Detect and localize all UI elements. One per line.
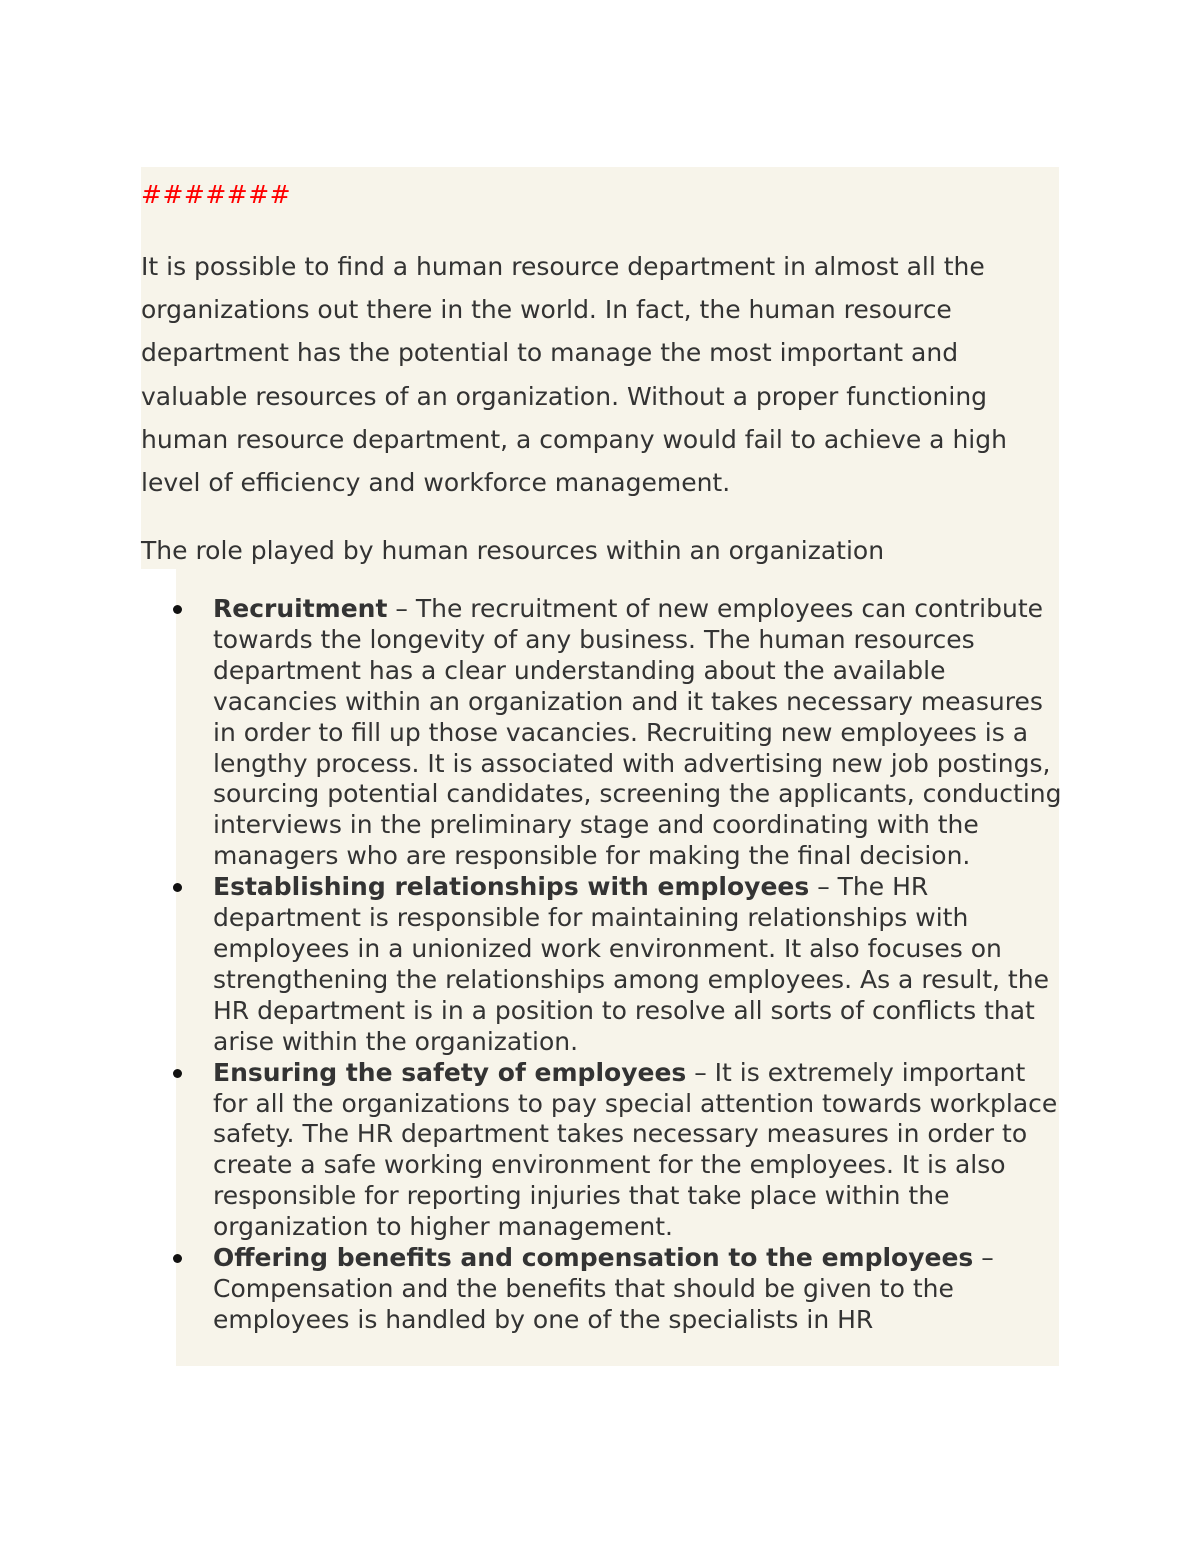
list-item-title: Recruitment [213,594,388,623]
list-item-body: – Compensation and the benefits that should be given to the employees is handled by one of the specialists in HR [213,1243,994,1334]
list-item [213,1243,1065,1336]
marker-text: ####### [141,180,292,209]
role-heading: The role played by human resources within an organization [141,536,885,565]
bullet-icon [173,1254,182,1263]
list-item [213,1058,1065,1243]
list-item [213,594,1065,872]
list-item-body: – The HR department is responsible for maintaining relationships with employees in a unionized work environment. It also focuses on strengthening the relationships among employees. As a result, the HR department is in a position to resolve all sorts of conflicts that arise within the organization. [213,872,1049,1056]
list-item-title: Ensuring the safety of employees [213,1057,687,1087]
list-item-body: – It is extremely important for all the organizations to pay special attention towards workplace safety. The HR department takes necessary measures in order to create a safe working environment for the employees. It is also responsible for reporting injuries that take place within the organization to higher management. [213,1057,1058,1242]
list-item [213,872,1065,1057]
list-item-title: Offering benefits and compensation to the employees [213,1243,974,1273]
hr-roles-list [213,594,1065,1336]
list-item-body: – The recruitment of new employees can contribute towards the longevity of any business. The human resources department has a clear understanding about the available vacancies within an organization and it takes necessary measures in order to fill up those vacancies. Recruiting new employees is a lengthy process. It is associated with advertising new job postings, sourcing potential candidates, screening the applicants, conducting interviews in the preliminary stage and coordinating with the managers who are responsible for making the final decision. [213,594,1062,871]
bullet-icon [173,605,182,614]
bullet-icon [173,1069,182,1078]
list-item-title: Establishing relationships with employees [213,872,810,902]
intro-paragraph: It is possible to find a human resource department in almost all the organizations out there in the world. In fact, the human resource department has the potential to manage the most important and valuable resources of an organization. Without a proper functioning human resource department, a company would fail to achieve a high level of efficiency and workforce management. [141,252,1007,498]
